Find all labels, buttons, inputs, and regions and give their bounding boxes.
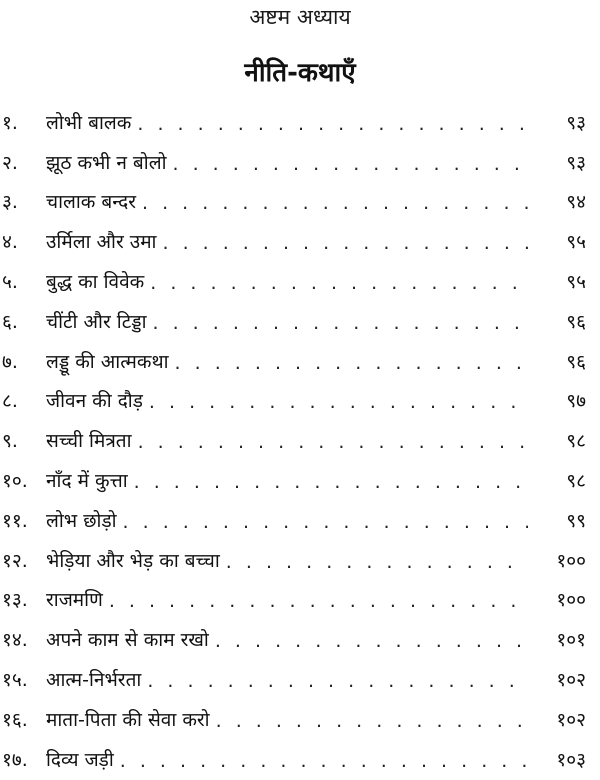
toc-entry-title: सच्ची मित्रता xyxy=(46,430,132,453)
toc-entry-number: ४. xyxy=(2,231,18,254)
toc-entry-number: २. xyxy=(2,151,18,174)
dot-leader xyxy=(109,588,528,612)
toc-entry-title: भेड़िया और भेड़ का बच्चा xyxy=(46,549,220,572)
toc-entry-number: १७. xyxy=(2,748,28,771)
dot-leader xyxy=(142,190,528,214)
dot-leader xyxy=(162,230,528,254)
toc-entry-number: १. xyxy=(2,111,18,134)
toc-entry-page: १०२ xyxy=(556,708,586,731)
toc-entry xyxy=(0,342,600,382)
dot-leader xyxy=(150,270,528,294)
dot-leader xyxy=(175,350,528,374)
toc-entry xyxy=(0,541,600,581)
toc-entry xyxy=(0,143,600,183)
toc-entry xyxy=(0,222,600,262)
toc-entry-page: ९७ xyxy=(566,390,586,413)
toc-entry-title: लोभ छोड़ो xyxy=(46,509,117,532)
dot-leader xyxy=(120,748,528,772)
toc-entry-title: दिव्य जड़ी xyxy=(46,748,114,771)
toc-entry-title: अपने काम से काम रखो xyxy=(46,629,209,652)
toc-entry-page: ९९ xyxy=(566,509,586,532)
section-title: नीति-कथाएँ xyxy=(244,58,356,88)
dot-leader xyxy=(173,151,528,175)
toc-entry-number: ९. xyxy=(2,430,18,453)
toc-entry xyxy=(0,501,600,541)
toc-entry xyxy=(0,700,600,740)
toc-entry-title: माता-पिता की सेवा करो xyxy=(46,708,210,731)
toc-entry-number: ७. xyxy=(2,350,18,373)
toc-entry-page: १०० xyxy=(556,549,586,572)
toc-entry-number: ११. xyxy=(2,509,28,532)
chapter-heading: अष्टम अध्याय xyxy=(249,5,351,29)
toc-entry-title: उर्मिला और उमा xyxy=(46,231,157,254)
dot-leader xyxy=(149,389,528,413)
toc-entry-title: राजमणि xyxy=(46,589,103,612)
toc-entry xyxy=(0,103,600,143)
toc-entry-page: ९३ xyxy=(566,111,586,134)
toc-entry-page: १०० xyxy=(556,589,586,612)
toc-entry-page: ९५ xyxy=(566,271,586,294)
toc-entry-number: ५. xyxy=(2,271,18,294)
toc-entry-number: १३. xyxy=(2,589,28,612)
toc-entry-title: बुद्ध का विवेक xyxy=(46,271,145,294)
toc-entry-page: ९५ xyxy=(566,231,586,254)
dot-leader xyxy=(137,111,528,135)
toc-entry xyxy=(0,660,600,700)
dot-leader xyxy=(215,628,528,652)
toc-entry-page: ९३ xyxy=(566,151,586,174)
toc-entry-title: चालाक बन्दर xyxy=(46,191,137,214)
toc-entry-number: १६. xyxy=(2,708,28,731)
dot-leader xyxy=(134,469,528,493)
toc-entry xyxy=(0,183,600,223)
table-of-contents xyxy=(0,103,600,780)
toc-entry-title: चींटी और टिड्डा xyxy=(46,310,147,333)
toc-entry-title: लोभी बालक xyxy=(46,111,132,134)
toc-entry xyxy=(0,382,600,422)
toc-entry xyxy=(0,740,600,780)
toc-entry-number: ८. xyxy=(2,390,18,413)
toc-entry xyxy=(0,581,600,621)
toc-entry-title: आत्म-निर्भरता xyxy=(46,669,142,692)
toc-entry-number: १४. xyxy=(2,629,28,652)
toc-entry-number: १५. xyxy=(2,669,28,692)
toc-entry xyxy=(0,421,600,461)
toc-entry-page: ९८ xyxy=(566,430,586,453)
toc-entry-page: ९४ xyxy=(566,191,586,214)
toc-entry xyxy=(0,461,600,501)
dot-leader xyxy=(138,429,528,453)
toc-entry-title: झूठ कभी न बोलो xyxy=(46,151,167,174)
dot-leader xyxy=(216,708,528,732)
toc-entry-page: ९६ xyxy=(566,350,586,373)
dot-leader xyxy=(226,549,528,573)
toc-entry-number: ६. xyxy=(2,310,18,333)
toc-entry-title: लड्डू की आत्मकथा xyxy=(46,350,169,373)
dot-leader xyxy=(123,509,528,533)
toc-entry xyxy=(0,262,600,302)
toc-entry-page: १०२ xyxy=(556,669,586,692)
toc-entry-page: ९६ xyxy=(566,310,586,333)
toc-entry-number: १२. xyxy=(2,549,28,572)
toc-entry-number: ३. xyxy=(2,191,18,214)
toc-entry-title: जीवन की दौड़ xyxy=(46,390,143,413)
toc-entry-number: १०. xyxy=(2,470,28,493)
toc-entry xyxy=(0,620,600,660)
toc-entry xyxy=(0,302,600,342)
toc-entry-page: १०३ xyxy=(556,748,586,771)
toc-entry-title: नाँद में कुत्ता xyxy=(46,470,128,493)
toc-entry-page: १०१ xyxy=(556,629,586,652)
dot-leader xyxy=(147,668,528,692)
dot-leader xyxy=(153,310,529,334)
toc-entry-page: ९८ xyxy=(566,470,586,493)
